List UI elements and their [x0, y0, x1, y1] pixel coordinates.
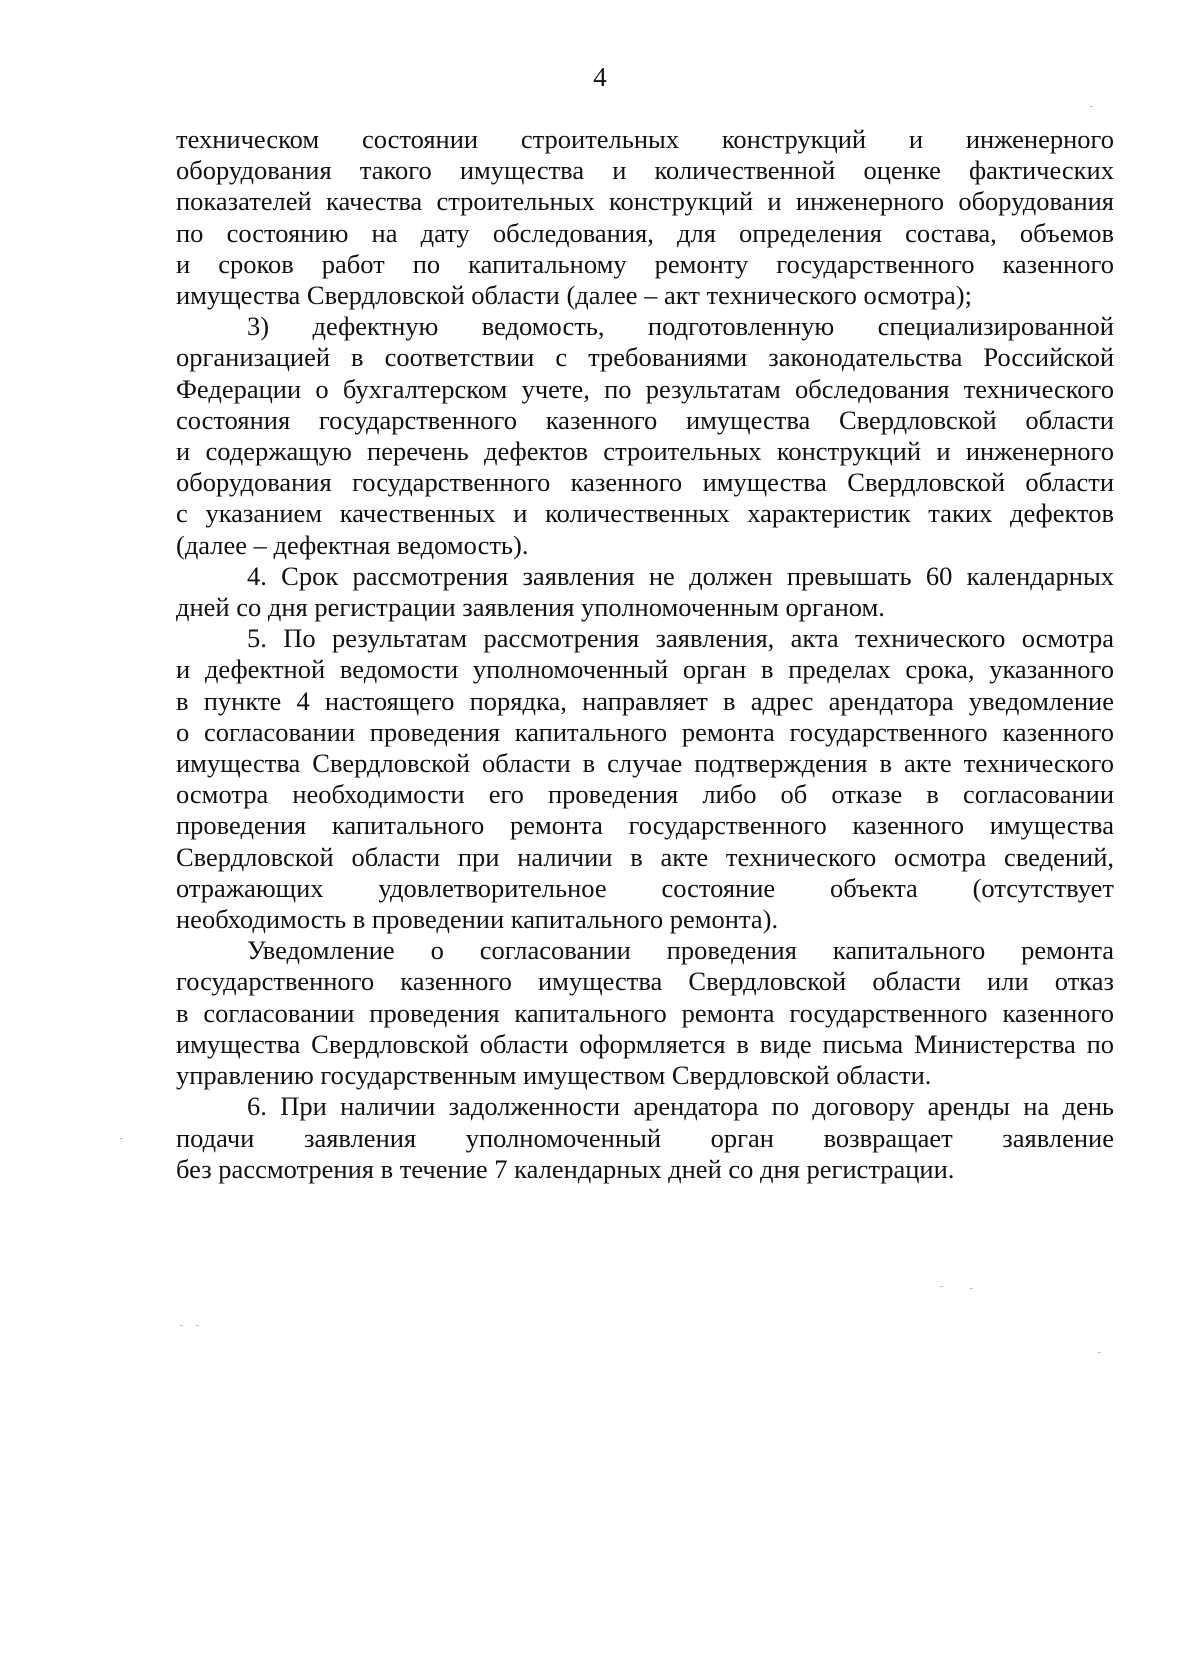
paragraph [176, 623, 1114, 935]
scan-speck [970, 1288, 973, 1289]
paragraph [176, 311, 1114, 561]
text-line: показателей качества строительных конструкций и инженерного оборудования [176, 186, 1114, 217]
text-line: и содержащую перечень дефектов строительных конструкций и инженерного [176, 436, 1114, 467]
text-line: Федерации о бухгалтерском учете, по результатам обследования технического [176, 373, 1114, 404]
scan-speck [1090, 106, 1093, 107]
text-line: имущества Свердловской области оформляется в виде письма Министерства по [176, 1028, 1114, 1059]
text-line: подачи заявления уполномоченный орган возвращает заявление [176, 1122, 1114, 1153]
text-line: (далее – дефектная ведомость). [176, 529, 529, 560]
paragraph [176, 561, 1114, 623]
text-line: осмотра необходимости его проведения либо об отказе в согласовании [176, 779, 1114, 810]
paragraph [176, 124, 1114, 311]
scan-speck [196, 1325, 199, 1326]
text-line: и дефектной ведомости уполномоченный орган в пределах срока, указанного [176, 654, 1114, 685]
text-line: имущества Свердловской области в случае подтверждения в акте технического [176, 748, 1114, 779]
text-line: государственного казенного имущества Свердловской области или отказ [176, 966, 1114, 997]
document-body [176, 124, 1114, 1185]
text-line: с указанием качественных и количественных характеристик таких дефектов [176, 498, 1114, 529]
text-line: техническом состоянии строительных конструкций и инженерного [176, 124, 1114, 154]
scan-speck [120, 1138, 123, 1139]
page-number: 4 [593, 62, 607, 92]
text-line: 3) дефектную ведомость, подготовленную специализированной [247, 311, 1114, 342]
text-line: необходимость в проведении капитального ремонта). [176, 904, 779, 935]
text-line: по состоянию на дату обследования, для определения состава, объемов [176, 217, 1114, 248]
text-line: состояния государственного казенного имущества Свердловской области [176, 404, 1114, 435]
text-line: 5. По результатам рассмотрения заявления, акта технического осмотра [247, 623, 1114, 654]
text-line: организацией в соответствии с требованиями законодательства Российской [176, 342, 1114, 373]
text-line: Уведомление о согласовании проведения капитального ремонта [247, 935, 1114, 966]
scan-speck [180, 1325, 183, 1326]
text-line: управлению государственным имуществом Свердловской области. [176, 1060, 932, 1091]
text-line: дней со дня регистрации заявления уполномоченным органом. [176, 592, 885, 623]
scan-speck [1098, 1352, 1101, 1353]
paragraph [176, 935, 1114, 1091]
text-line: о согласовании проведения капитального ремонта государственного казенного [176, 716, 1114, 747]
text-line: в согласовании проведения капитального ремонта государственного казенного [176, 997, 1114, 1028]
text-line: и сроков работ по капитальному ремонту государственного казенного [176, 248, 1114, 279]
text-line: отражающих удовлетворительное состояние объекта (отсутствует [176, 872, 1114, 903]
text-line: оборудования государственного казенного имущества Свердловской области [176, 467, 1114, 498]
text-line: 6. При наличии задолженности арендатора по договору аренды на день [247, 1091, 1114, 1122]
text-line: проведения капитального ремонта государственного казенного имущества [176, 810, 1114, 841]
text-line: без рассмотрения в течение 7 календарных дней со дня регистрации. [176, 1153, 955, 1184]
text-line: оборудования такого имущества и количественной оценке фактических [176, 155, 1114, 186]
text-line: Свердловской области при наличии в акте технического осмотра сведений, [176, 841, 1114, 872]
text-line: в пункте 4 настоящего порядка, направляет в адрес арендатора уведомление [176, 685, 1114, 716]
text-line: 4. Срок рассмотрения заявления не должен превышать 60 календарных [247, 560, 1114, 591]
paragraph [176, 1091, 1114, 1185]
text-line: имущества Свердловской области (далее – акт технического осмотра); [176, 280, 972, 311]
scan-speck [940, 1286, 943, 1287]
